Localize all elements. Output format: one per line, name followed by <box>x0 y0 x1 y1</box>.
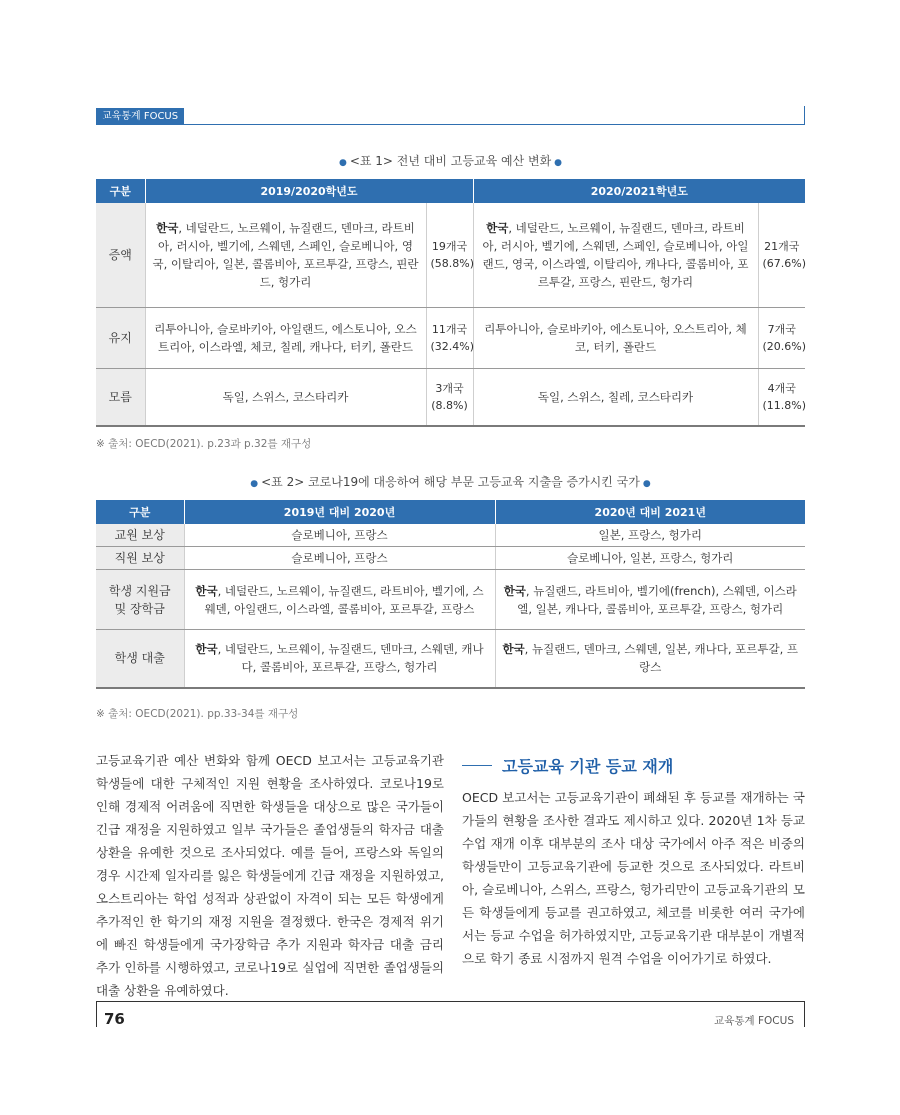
table-header-row <box>96 179 805 203</box>
section-heading <box>462 754 673 777</box>
country-list: 슬로베니아, 프랑스 <box>184 524 495 547</box>
table-row <box>96 630 805 688</box>
row-label: 증액 <box>96 203 145 307</box>
country-list: 독일, 스위스, 코스타리카 <box>145 368 426 426</box>
percent-value: (20.6%) <box>762 339 807 353</box>
country-list-text: , 네덜란드, 노르웨이, 뉴질랜드, 라트비아, 벨기에, 스웨덴, 아일랜드, 이스라엘, 콜롬비아, 포르투갈, 프랑스 <box>204 583 484 616</box>
table-row <box>96 368 805 426</box>
row-label: 유지 <box>96 307 145 368</box>
country-count <box>426 203 473 307</box>
highlight-country: 한국 <box>486 220 509 235</box>
country-list <box>184 630 495 688</box>
country-list: 슬로베니아, 프랑스 <box>184 547 495 570</box>
highlight-country: 한국 <box>195 583 218 598</box>
bullet-icon: ● <box>250 479 259 489</box>
count-value: 11개국 <box>431 322 468 336</box>
header-cell: 2019년 대비 2020년 <box>184 500 495 524</box>
bullet-icon: ● <box>642 479 651 489</box>
row-label-line: 학생 지원금 <box>108 583 171 598</box>
row-label: 교원 보상 <box>96 524 184 547</box>
count-value: 3개국 <box>435 381 464 395</box>
table-row <box>96 203 805 307</box>
table1-source: ※ 출처: OECD(2021). p.23과 p.32를 재구성 <box>96 438 312 450</box>
count-value: 21개국 <box>764 239 800 253</box>
covid-spending-table <box>96 500 805 689</box>
country-list <box>145 203 426 307</box>
table2-caption <box>96 473 805 490</box>
table-row <box>96 570 805 630</box>
left-body-paragraph: 고등교육기관 예산 변화와 함께 OECD 보고서는 고등교육기관 학생들에 대한 구체적인 지원 현황을 조사하였다. 코로나19로 인해 경제적 어려움에 직면한 학생들을 대상으로 많은 국가들이 긴급 재정을 지원하였고 일부 국가들은 졸업생들의 학자금 대출 상환을 유예한 것으로 조사되었다. 예를 들어, 프랑스와 독일의 경우 시간제 일자리를 잃은 학생들에게 긴급 재정을 지원하였고, 오스트리아는 학업 성적과 상관없이 자격이 되는 모든 학생에게 추가적인 한 학기의 재정 지원을 결정했다. 한국은 경제적 위기에 빠진 학생들에게 국가장학금 추가 지원과 학자금 대출 금리 추가 인하를 시행하였고, 코로나19로 실업에 직면한 졸업생들의 대출 상환을 유예하였다. <box>96 753 444 998</box>
country-list <box>495 630 805 688</box>
percent-value: (11.8%) <box>762 398 807 412</box>
country-list-text: , 네덜란드, 노르웨이, 뉴질랜드, 덴마크, 스웨덴, 캐나다, 콜롬비아, 포르투갈, 프랑스, 헝가리 <box>217 642 484 675</box>
header-cell: 2020/2021학년도 <box>473 179 805 203</box>
table-row <box>96 547 805 570</box>
highlight-country: 한국 <box>156 220 179 235</box>
country-list-text: , 뉴질랜드, 덴마크, 스웨덴, 일본, 캐나다, 포르투갈, 프랑스 <box>524 642 799 675</box>
country-list: 리투아니아, 슬로바키아, 에스토니아, 오스트리아, 체코, 터키, 폴란드 <box>473 307 758 368</box>
country-count <box>426 368 473 426</box>
header-cell: 2019/2020학년도 <box>145 179 473 203</box>
bullet-icon: ● <box>554 158 563 168</box>
header-cell: 구분 <box>96 500 184 524</box>
country-list-text: , 네덜란드, 노르웨이, 뉴질랜드, 덴마크, 라트비아, 러시아, 벨기에, 스웨덴, 스페인, 슬로베니아, 아일랜드, 영국, 이스라엘, 이탈리아, 캐나다, 콜롬비아, 포르투갈, 프랑스, 핀란드, 헝가리 <box>482 220 749 289</box>
percent-value: (32.4%) <box>430 339 475 353</box>
percent-value: (58.8%) <box>430 256 475 270</box>
table-row <box>96 307 805 368</box>
percent-value: (8.8%) <box>431 398 468 412</box>
country-list <box>495 570 805 630</box>
count-value: 7개국 <box>767 322 796 336</box>
percent-value: (67.6%) <box>762 256 807 270</box>
count-value: 19개국 <box>431 239 468 253</box>
count-value: 4개국 <box>767 381 796 395</box>
country-list-text: , 뉴질랜드, 라트비아, 벨기에(french), 스웨덴, 이스라엘, 일본, 캐나다, 콜롬비아, 포르투갈, 프랑스, 헝가리 <box>517 583 797 616</box>
country-list <box>473 203 758 307</box>
row-label: 학생 대출 <box>96 630 184 688</box>
header-cell: 2020년 대비 2021년 <box>495 500 805 524</box>
highlight-country: 한국 <box>195 642 218 657</box>
country-count <box>758 203 805 307</box>
footer-divider-right <box>804 1001 805 1027</box>
footer-title: 교육통계 FOCUS <box>714 1015 794 1027</box>
country-list: 일본, 프랑스, 헝가리 <box>495 524 805 547</box>
section-title: 고등교육 기관 등교 재개 <box>502 757 674 776</box>
country-count <box>758 307 805 368</box>
country-list: 슬로베니아, 일본, 프랑스, 헝가리 <box>495 547 805 570</box>
table2-source: ※ 출처: OECD(2021). pp.33-34를 재구성 <box>96 708 299 720</box>
table1-caption-text: <표 1> 전년 대비 고등교육 예산 변화 <box>349 154 552 168</box>
table2-caption-text: <표 2> 코로나19에 대응하여 해당 부문 고등교육 지출을 증가시킨 국가 <box>261 475 640 489</box>
heading-rule <box>462 765 492 766</box>
page-number: 76 <box>104 1010 125 1028</box>
row-label <box>96 570 184 630</box>
table-row <box>96 524 805 547</box>
budget-change-table <box>96 179 805 427</box>
header-cell: 구분 <box>96 179 145 203</box>
header-divider <box>96 124 804 125</box>
right-body-paragraph: OECD 보고서는 고등교육기관이 폐쇄된 후 등교를 재개하는 국가들의 현황을 조사한 결과도 제시하고 있다. 2020년 1차 등교 수업 재개 이후 대부분의 조사 대상 국가에서 아주 적은 비중의 학생들만이 고등교육기관에 등교한 것으로 조사되었다. 라트비아, 슬로베니아, 스위스, 프랑스, 헝가리만이 고등교육기관의 모든 학생들에게 등교를 권고하였고, 체코를 비롯한 여러 국가에서는 등교 수업을 허가하였지만, 고등교육기관 대부분이 개별적으로 학기 종료 시점까지 원격 수업을 이어가기로 하였다. <box>462 790 805 966</box>
footer-divider <box>96 1001 805 1002</box>
highlight-country: 한국 <box>502 642 525 657</box>
footer-divider-left <box>96 1001 97 1027</box>
header-tag: 교육통계 FOCUS <box>96 108 184 125</box>
row-label: 모름 <box>96 368 145 426</box>
country-list: 리투아니아, 슬로바키아, 아일랜드, 에스토니아, 오스트리아, 이스라엘, 체코, 칠레, 캐나다, 터키, 폴란드 <box>145 307 426 368</box>
table1-caption <box>96 152 805 169</box>
country-count <box>426 307 473 368</box>
row-label: 직원 보상 <box>96 547 184 570</box>
country-list <box>184 570 495 630</box>
highlight-country: 한국 <box>503 583 526 598</box>
country-count <box>758 368 805 426</box>
bullet-icon: ● <box>338 158 347 168</box>
country-list-text: , 네덜란드, 노르웨이, 뉴질랜드, 덴마크, 라트비아, 러시아, 벨기에, 스웨덴, 스페인, 슬로베니아, 영국, 이탈리아, 일본, 콜롬비아, 포르투갈, 프랑스, 핀란드, 헝가리 <box>152 220 419 289</box>
table-header-row <box>96 500 805 524</box>
row-label-line: 및 장학금 <box>114 601 165 616</box>
country-list: 독일, 스위스, 칠레, 코스타리카 <box>473 368 758 426</box>
header-divider-end <box>804 106 805 125</box>
